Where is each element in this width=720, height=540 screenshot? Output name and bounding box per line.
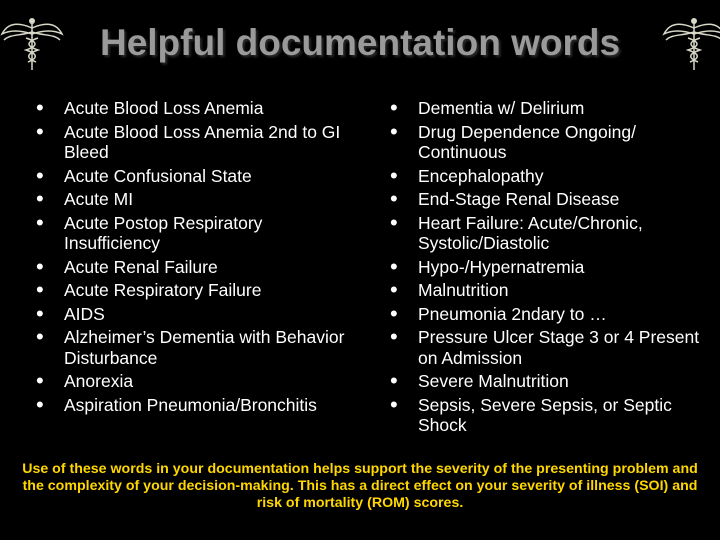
list-item (388, 391, 710, 436)
list-item (34, 277, 356, 302)
list-item-text: Acute Postop Respiratory Insufficiency (64, 212, 263, 253)
bullet-icon: • (36, 300, 44, 326)
bullet-icon: • (390, 324, 398, 349)
list-item-text: Acute Respiratory Failure (64, 280, 262, 300)
list-item-text: Pressure Ulcer Stage 3 or 4 Present on Admission (418, 327, 700, 368)
bullet-icon: • (36, 277, 44, 302)
bullet-icon: • (390, 162, 398, 188)
bullet-icon: • (36, 162, 44, 188)
list-item (388, 253, 710, 279)
bullet-icon: • (36, 324, 44, 349)
footer-note: Use of these words in your documentation helps support the severity of the presenting problem and the complexity of your decision-making. This has a direct effect on your severity of illness (SOI) and risk of mortality (ROM) scores. (22, 461, 698, 511)
list-item-text: Sepsis, Severe Sepsis, or Septic Shock (418, 394, 672, 435)
bullet-icon: • (36, 391, 44, 417)
list-item-text: Encephalopathy (418, 165, 544, 186)
bullet-icon: • (390, 118, 398, 144)
bullet-icon: • (36, 186, 44, 211)
left-term-list (34, 95, 356, 418)
list-item-text: Acute Blood Loss Anemia 2nd to GI Bleed (64, 121, 341, 162)
list-item (388, 162, 710, 188)
bullet-icon: • (390, 186, 398, 211)
list-item (388, 186, 710, 211)
page-title: Helpful documentation words (99, 22, 621, 63)
list-item-text: Acute Confusional State (64, 165, 252, 186)
list-item (388, 277, 710, 302)
list-item-text: Hypo-/Hypernatremia (418, 256, 585, 277)
list-item (388, 324, 710, 368)
bullet-icon: • (390, 95, 398, 120)
list-item-text: Aspiration Pneumonia/Bronchitis (64, 394, 317, 415)
list-item-text: Heart Failure: Acute/Chronic, Systolic/Diastolic (418, 212, 643, 253)
list-item-text: Acute MI (64, 189, 134, 209)
list-item-text: Acute Blood Loss Anemia (64, 98, 264, 118)
list-item (388, 300, 710, 326)
bullet-icon: • (390, 391, 398, 417)
list-item (34, 253, 356, 279)
list-item-text: Dementia w/ Delirium (418, 98, 585, 118)
bullet-icon: • (36, 253, 44, 279)
list-item-text: Alzheimer’s Dementia with Behavior Disturbance (64, 327, 345, 368)
list-item-text: Acute Renal Failure (64, 256, 218, 277)
list-item-text: AIDS (64, 303, 105, 324)
list-item (34, 391, 356, 417)
bullet-icon: • (390, 277, 398, 302)
list-item (34, 209, 356, 254)
bullet-icon: • (390, 253, 398, 279)
list-item-text: Drug Dependence Ongoing/ Continuous (418, 121, 636, 162)
right-term-list (388, 95, 710, 439)
list-item-text: Anorexia (64, 371, 134, 391)
bullet-icon: • (390, 368, 398, 393)
list-item (34, 368, 356, 393)
list-item-text: Severe Malnutrition (418, 371, 569, 391)
bullet-icon: • (36, 95, 44, 120)
caduceus-icon (662, 16, 720, 72)
list-item (34, 118, 356, 163)
list-item (34, 186, 356, 211)
list-item-text: Pneumonia 2ndary to … (418, 303, 607, 324)
list-item (34, 324, 356, 368)
bullet-icon: • (36, 368, 44, 393)
bullet-icon: • (390, 209, 398, 235)
list-item (34, 162, 356, 188)
caduceus-icon (0, 16, 64, 72)
bullet-icon: • (36, 209, 44, 235)
list-item (388, 95, 710, 120)
list-item-text: Malnutrition (418, 280, 509, 300)
list-item (388, 118, 710, 163)
list-item (34, 95, 356, 120)
bullet-icon: • (36, 118, 44, 144)
list-item-text: End-Stage Renal Disease (418, 189, 620, 209)
list-item (34, 300, 356, 326)
list-item (388, 368, 710, 393)
list-item (388, 209, 710, 254)
bullet-icon: • (390, 300, 398, 326)
